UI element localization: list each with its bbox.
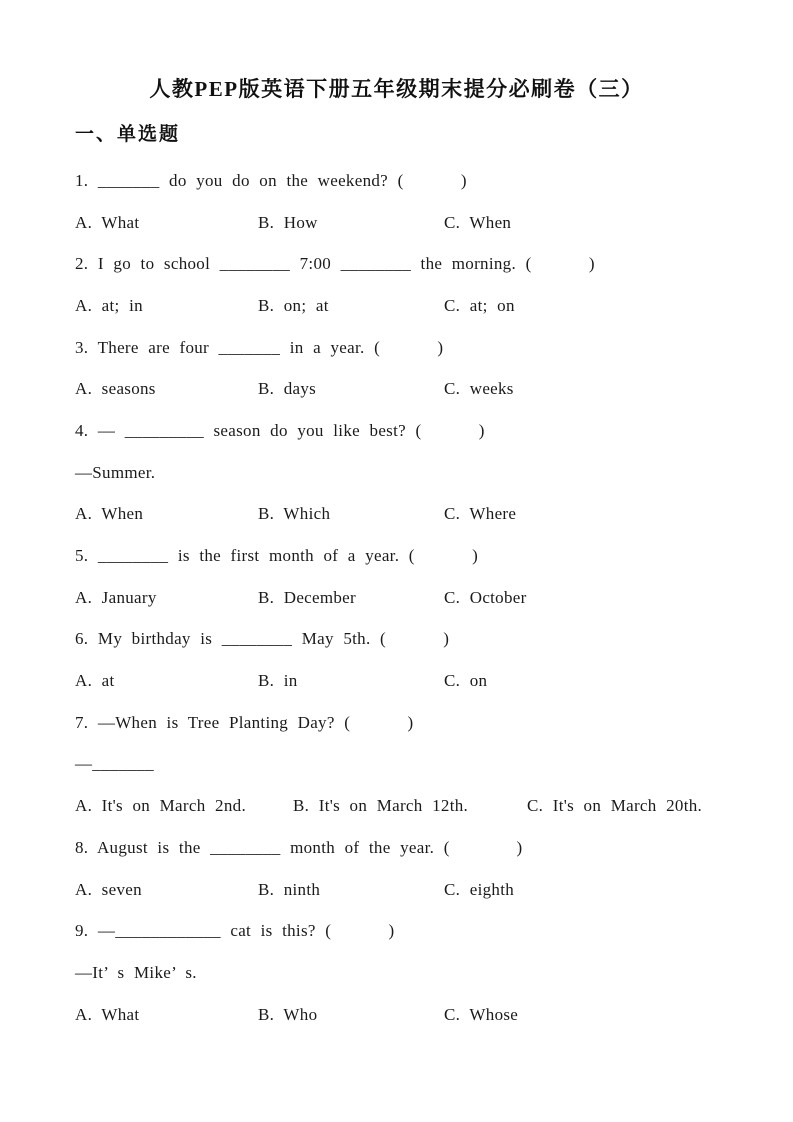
question-stem-text: 9. —____________ cat is this? ( ) [75,921,395,941]
option-a: A. What [75,212,140,232]
question-stem-text: 1. _______ do you do on the weekend? ( ) [75,170,467,190]
options-row [75,577,755,619]
options-row [75,368,755,410]
option-c: C. When [444,212,512,232]
option-c: C. at; on [444,295,515,315]
option-a: A. It's on March 2nd. [75,796,247,816]
question-answer-line [75,744,755,786]
question-stem [75,827,755,869]
question-stem-text: 4. — _________ season do you like best? ( ) [75,420,485,440]
option-c: C. Where [444,504,517,524]
question-stem-text: 2. I go to school ________ 7:00 ________ the morning. ( ) [75,254,595,274]
question-stem-text: 7. —When is Tree Planting Day? ( ) [75,712,414,732]
question-stem [75,160,755,202]
question-stem [75,243,755,285]
option-b: B. How [258,212,318,232]
option-a: A. at; in [75,295,143,315]
option-b: B. Who [258,1004,318,1024]
option-c: C. It's on March 20th. [527,796,703,816]
question-stem-text: 8. August is the ________ month of the year. ( ) [75,837,523,857]
option-b: B. Which [258,504,331,524]
question-stem-text: 3. There are four _______ in a year. ( ) [75,337,444,357]
question-stem [75,327,755,369]
option-c: C. October [444,587,527,607]
option-c: C. weeks [444,379,514,399]
question-stem [75,535,755,577]
option-b: B. on; at [258,295,329,315]
options-row [75,660,755,702]
answer-line-text: —Summer. [75,462,156,482]
option-a: A. at [75,671,115,691]
options-row [75,785,755,827]
option-a: A. When [75,504,144,524]
options-row [75,994,755,1036]
option-a: A. seven [75,879,142,899]
options-row [75,202,755,244]
question-stem [75,619,755,661]
document-title: 人教PEP版英语下册五年级期末提分必刷卷（三） [149,77,644,101]
question-stem [75,410,755,452]
options-row [75,869,755,911]
question-answer-line [75,452,755,494]
option-c: C. eighth [444,879,515,899]
option-c: C. on [444,671,488,691]
option-b: B. days [258,379,317,399]
question-answer-line [75,952,755,994]
option-a: A. What [75,1004,140,1024]
question-list [75,160,755,1035]
question-stem-text: 5. ________ is the first month of a year. ( ) [75,546,479,566]
question-stem [75,702,755,744]
answer-line-text: —_______ [75,754,154,774]
section-heading: 一、单选题 [75,124,181,145]
option-a: A. January [75,587,157,607]
option-b: B. in [258,671,298,691]
option-b: B. December [258,587,356,607]
question-stem [75,910,755,952]
options-row [75,285,755,327]
options-row [75,494,755,536]
option-b: B. It's on March 12th. [293,796,469,816]
answer-line-text: —It’ s Mike’ s. [75,962,197,982]
question-stem-text: 6. My birthday is ________ May 5th. ( ) [75,629,450,649]
option-c: C. Whose [444,1004,519,1024]
option-b: B. ninth [258,879,321,899]
option-a: A. seasons [75,379,156,399]
